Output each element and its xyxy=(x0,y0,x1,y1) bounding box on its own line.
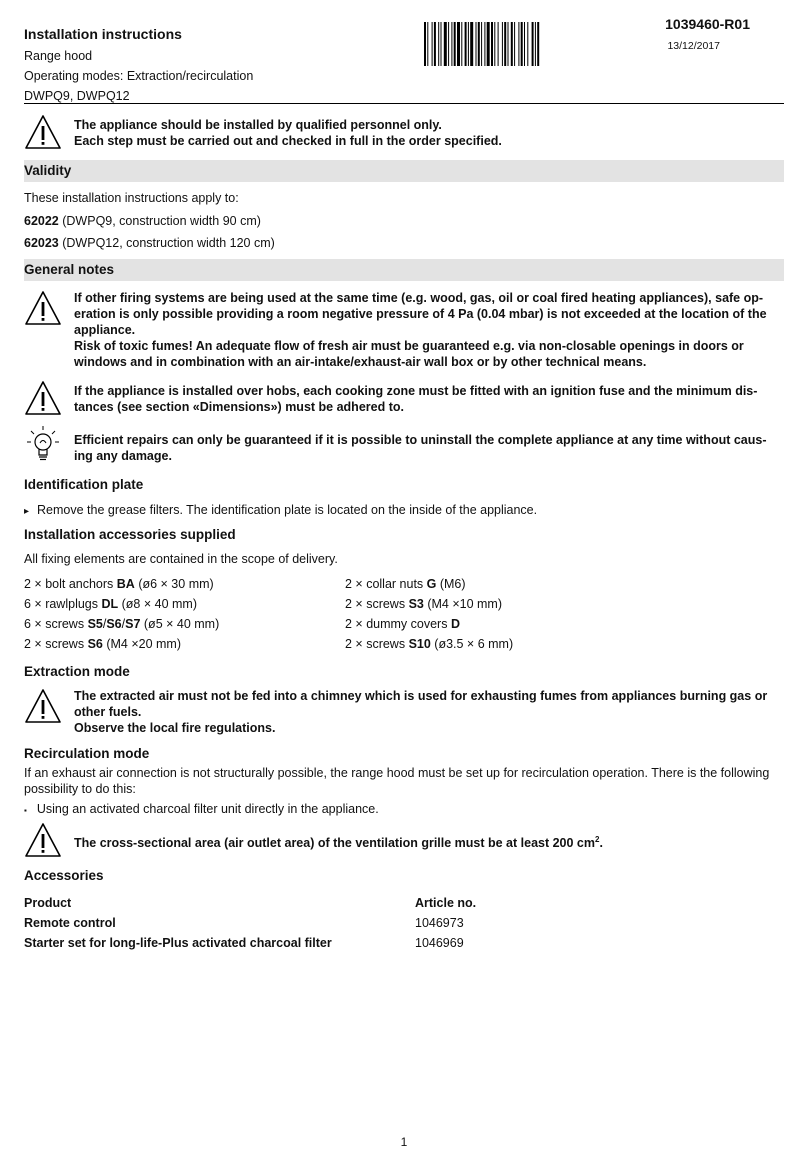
column-header-product: Product xyxy=(24,896,72,910)
extraction-warning-line-3: Observe the local fire regulations. xyxy=(74,721,276,735)
extraction-warning-line-2: other fuels. xyxy=(74,705,142,719)
accessories-left-column xyxy=(24,574,219,654)
superscript: 2 xyxy=(595,835,600,844)
accessories-table xyxy=(24,893,476,953)
recirculation-text xyxy=(24,765,784,797)
section-general-notes-title: General notes xyxy=(24,259,784,281)
general-warning-2-line-1: If the appliance is installed over hobs, each cooking zone must be fitted with an ignition fuse and the minimum dis- xyxy=(74,384,758,398)
warning-triangle-icon xyxy=(24,114,62,150)
validity-code-2: 62023 xyxy=(24,236,59,250)
section-recirculation-title: Recirculation mode xyxy=(24,746,150,761)
general-warning-1-line-4: Risk of toxic fumes! An adequate flow of fresh air must be guaranteed e.g. via non-closable openings in doors or xyxy=(74,339,744,353)
accessories-supplied-intro: All fixing elements are contained in the scope of delivery. xyxy=(24,552,338,566)
accessory-item: 2 × bolt anchors BA (ø6 × 30 mm) xyxy=(24,577,214,591)
warning-period: . xyxy=(599,836,603,851)
section-identification-title: Identification plate xyxy=(24,477,144,492)
general-warning-2 xyxy=(24,380,784,420)
intro-warning xyxy=(24,114,784,154)
warning-triangle-icon xyxy=(24,290,62,326)
recirculation-option xyxy=(24,801,379,819)
accessory-item: 2 × collar nuts G (M6) xyxy=(345,577,466,591)
table-header-row xyxy=(24,893,476,913)
general-tip xyxy=(24,424,784,468)
warning-triangle-icon xyxy=(24,822,62,858)
header-divider xyxy=(24,103,784,104)
product-name: Remote control xyxy=(24,916,116,930)
product-name: Starter set for long-life-Plus activated charcoal filter xyxy=(24,936,332,950)
header-line-1: Range hood xyxy=(24,49,93,63)
extraction-warning-line-1: The extracted air must not be fed into a chimney which is used for exhausting fumes from appliances burning gas or xyxy=(74,689,768,703)
general-tip-line-1: Efficient repairs can only be guaranteed if it is possible to uninstall the complete appliance at any time without caus- xyxy=(74,433,767,447)
intro-warning-line-2: Each step must be carried out and checked in full in the order specified. xyxy=(74,134,502,148)
column-header-article: Article no. xyxy=(415,896,477,910)
general-warning-1-line-1: If other firing systems are being used at the same time (e.g. wood, gas, oil or coal fired heating appliances), safe op- xyxy=(74,291,764,305)
extraction-warning xyxy=(24,688,784,738)
general-tip-line-2: ing any damage. xyxy=(74,449,172,463)
section-accessories-supplied-title: Installation accessories supplied xyxy=(24,527,236,542)
validity-item-1 xyxy=(24,213,261,229)
article-number: 1046973 xyxy=(415,916,464,930)
recirculation-warning-text: The cross-sectional area (air outlet area) of the ventilation grille must be at least 200 cm xyxy=(74,836,596,851)
document-date: 13/12/2017 xyxy=(667,40,720,52)
document-title: Installation instructions xyxy=(24,26,182,42)
section-validity-title: Validity xyxy=(24,160,784,182)
accessory-item: 2 × screws S10 (ø3.5 × 6 mm) xyxy=(345,637,514,651)
intro-warning-line-1: The appliance should be installed by qualified personnel only. xyxy=(74,118,442,132)
recirculation-text-line-1: If an exhaust air connection is not structurally possible, the range hood must be set up for recirculation operation. There is the following xyxy=(24,766,770,780)
validity-intro: These installation instructions apply to: xyxy=(24,191,239,205)
header-line-3: DWPQ9, DWPQ12 xyxy=(24,89,130,103)
section-accessories-title: Accessories xyxy=(24,868,104,883)
accessories-right-column xyxy=(345,574,513,654)
barcode-icon xyxy=(424,22,586,66)
section-extraction-title: Extraction mode xyxy=(24,664,130,679)
lightbulb-icon xyxy=(24,424,62,468)
validity-desc-1: (DWPQ9, construction width 90 cm) xyxy=(58,214,261,228)
accessory-item: 6 × rawlplugs DL (ø8 × 40 mm) xyxy=(24,597,197,611)
header-line-2: Operating modes: Extraction/recirculation xyxy=(24,69,254,83)
general-warning-1-line-2: eration is only possible providing a room negative pressure of 4 Pa (0.04 mbar) is not exceeded at the location of the xyxy=(74,307,767,321)
general-warning-1 xyxy=(24,290,784,372)
document-number: 1039460-R01 xyxy=(665,16,750,32)
recirculation-text-line-2: possibility to do this: xyxy=(24,782,136,796)
identification-text: Remove the grease filters. The identification plate is located on the inside of the appliance. xyxy=(37,503,538,517)
validity-item-2 xyxy=(24,235,275,251)
recirculation-warning xyxy=(24,822,784,860)
warning-triangle-icon xyxy=(24,380,62,416)
general-warning-2-line-2: tances (see section «Dimensions») must be adhered to. xyxy=(74,400,404,414)
general-warning-1-line-3: appliance. xyxy=(74,323,136,337)
validity-desc-2: (DWPQ12, construction width 120 cm) xyxy=(58,236,275,250)
validity-code-1: 62022 xyxy=(24,214,59,228)
warning-triangle-icon xyxy=(24,688,62,724)
list-bullet-icon: ▪ xyxy=(24,806,27,815)
accessory-item: 2 × screws S3 (M4 ×10 mm) xyxy=(345,597,502,611)
recirculation-option-text: Using an activated charcoal filter unit directly in the appliance. xyxy=(36,802,379,816)
accessory-item: 6 × screws S5/S6/S7 (ø5 × 40 mm) xyxy=(24,617,220,631)
accessory-item: 2 × screws S6 (M4 ×20 mm) xyxy=(24,637,181,651)
step-bullet-icon: ▸ xyxy=(24,506,30,517)
table-row xyxy=(24,933,476,953)
page-number: 1 xyxy=(400,1135,408,1149)
table-row xyxy=(24,913,476,933)
general-warning-1-line-5: windows and in combination with an air-intake/exhaust-air wall box or by other technical means. xyxy=(74,355,647,369)
identification-step xyxy=(24,502,537,520)
accessory-item: 2 × dummy covers D xyxy=(345,617,460,631)
article-number: 1046969 xyxy=(415,936,464,950)
